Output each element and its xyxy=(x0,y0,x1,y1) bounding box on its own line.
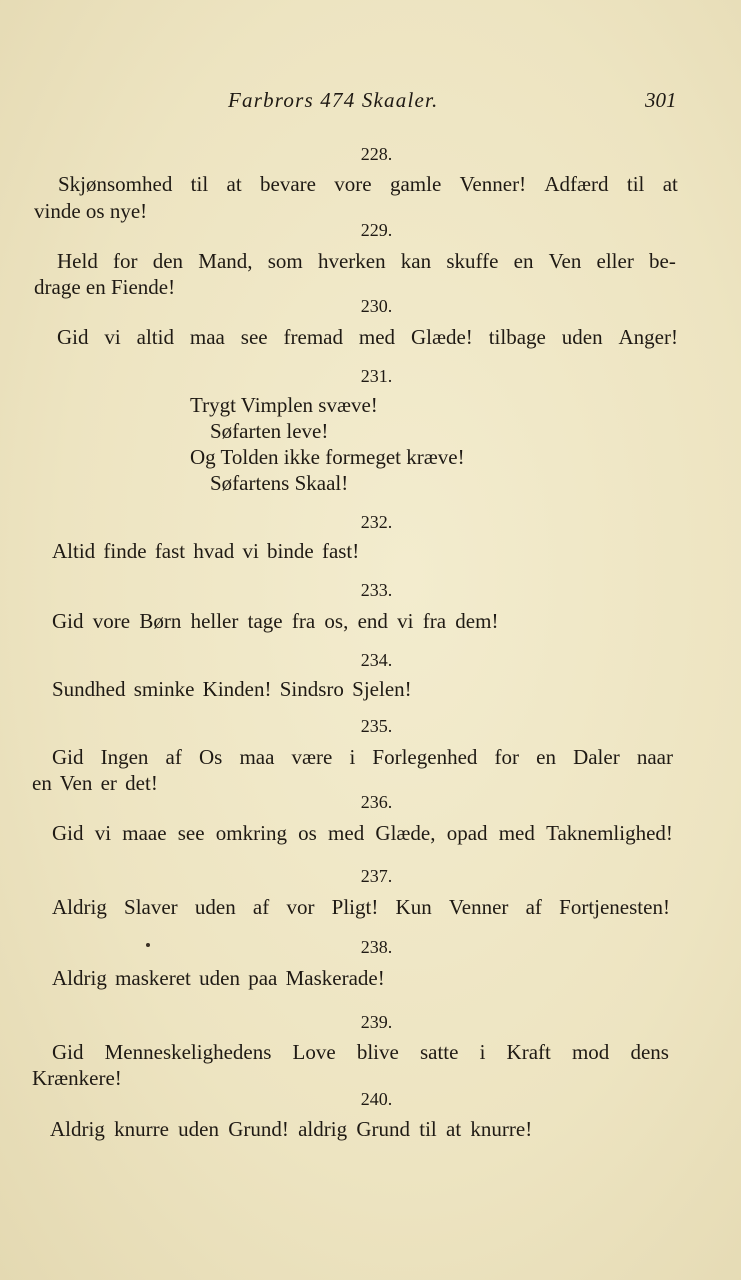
page-number: 301 xyxy=(645,88,677,112)
poem-line-2: Søfarten leve! xyxy=(210,419,329,443)
toast-236-line-1: Gid vi maae see omkring os med Glæde, opad med Taknemlighed! xyxy=(52,821,673,845)
toast-234-line-1: Sundhed sminke Kinden! Sindsro Sjelen! xyxy=(52,677,412,701)
toast-number-236: 236. xyxy=(360,792,393,812)
toast-235-line-2: en Ven er det! xyxy=(32,771,158,795)
toast-number-234: 234. xyxy=(360,650,393,670)
toast-number-233: 233. xyxy=(360,580,393,600)
toast-number-238: 238. xyxy=(360,937,393,957)
toast-235-line-1: Gid Ingen af Os maa være i Forlegenhed for en Daler naar xyxy=(52,745,673,769)
toast-228-line-1: Skjønsomhed til at bevare vore gamle Venner! Adfærd til at xyxy=(58,172,678,196)
toast-number-239: 239. xyxy=(360,1012,393,1032)
toast-number-228: 228. xyxy=(360,144,393,164)
toast-238-line-1: Aldrig maskeret uden paa Maskerade! xyxy=(52,966,385,990)
toast-number-230: 230. xyxy=(360,296,393,316)
toast-239-line-2: Krænkere! xyxy=(32,1066,122,1090)
toast-number-240: 240. xyxy=(360,1089,393,1109)
toast-number-229: 229. xyxy=(360,220,393,240)
poem-line-4: Søfartens Skaal! xyxy=(210,471,349,495)
toast-number-232: 232. xyxy=(360,512,393,532)
toast-232-line-1: Altid finde fast hvad vi binde fast! xyxy=(52,539,360,563)
toast-228-line-2: vinde os nye! xyxy=(34,199,148,223)
running-title: Farbrors 474 Skaaler. xyxy=(228,88,439,112)
toast-240-line-1: Aldrig knurre uden Grund! aldrig Grund til at knurre! xyxy=(50,1117,533,1141)
toast-237-line-1: Aldrig Slaver uden af vor Pligt! Kun Venner af Fortjenesten! xyxy=(52,895,670,919)
toast-233-line-1: Gid vore Børn heller tage fra os, end vi fra dem! xyxy=(52,609,499,633)
toast-229-line-2: drage en Fiende! xyxy=(34,275,176,299)
toast-number-235: 235. xyxy=(360,716,393,736)
poem-line-3: Og Tolden ikke formeget kræve! xyxy=(190,445,465,469)
toast-239-line-1: Gid Menneskelighedens Love blive satte i Kraft mod dens xyxy=(52,1040,669,1064)
toast-230-line-1: Gid vi altid maa see fremad med Glæde! tilbage uden Anger! xyxy=(57,325,678,349)
toast-number-231: 231. xyxy=(360,366,393,386)
poem-line-1: Trygt Vimplen svæve! xyxy=(190,393,378,417)
toast-number-237: 237. xyxy=(360,866,393,886)
toast-229-line-1: Held for den Mand, som hverken kan skuffe en Ven eller be- xyxy=(57,249,676,273)
running-header xyxy=(0,88,741,118)
